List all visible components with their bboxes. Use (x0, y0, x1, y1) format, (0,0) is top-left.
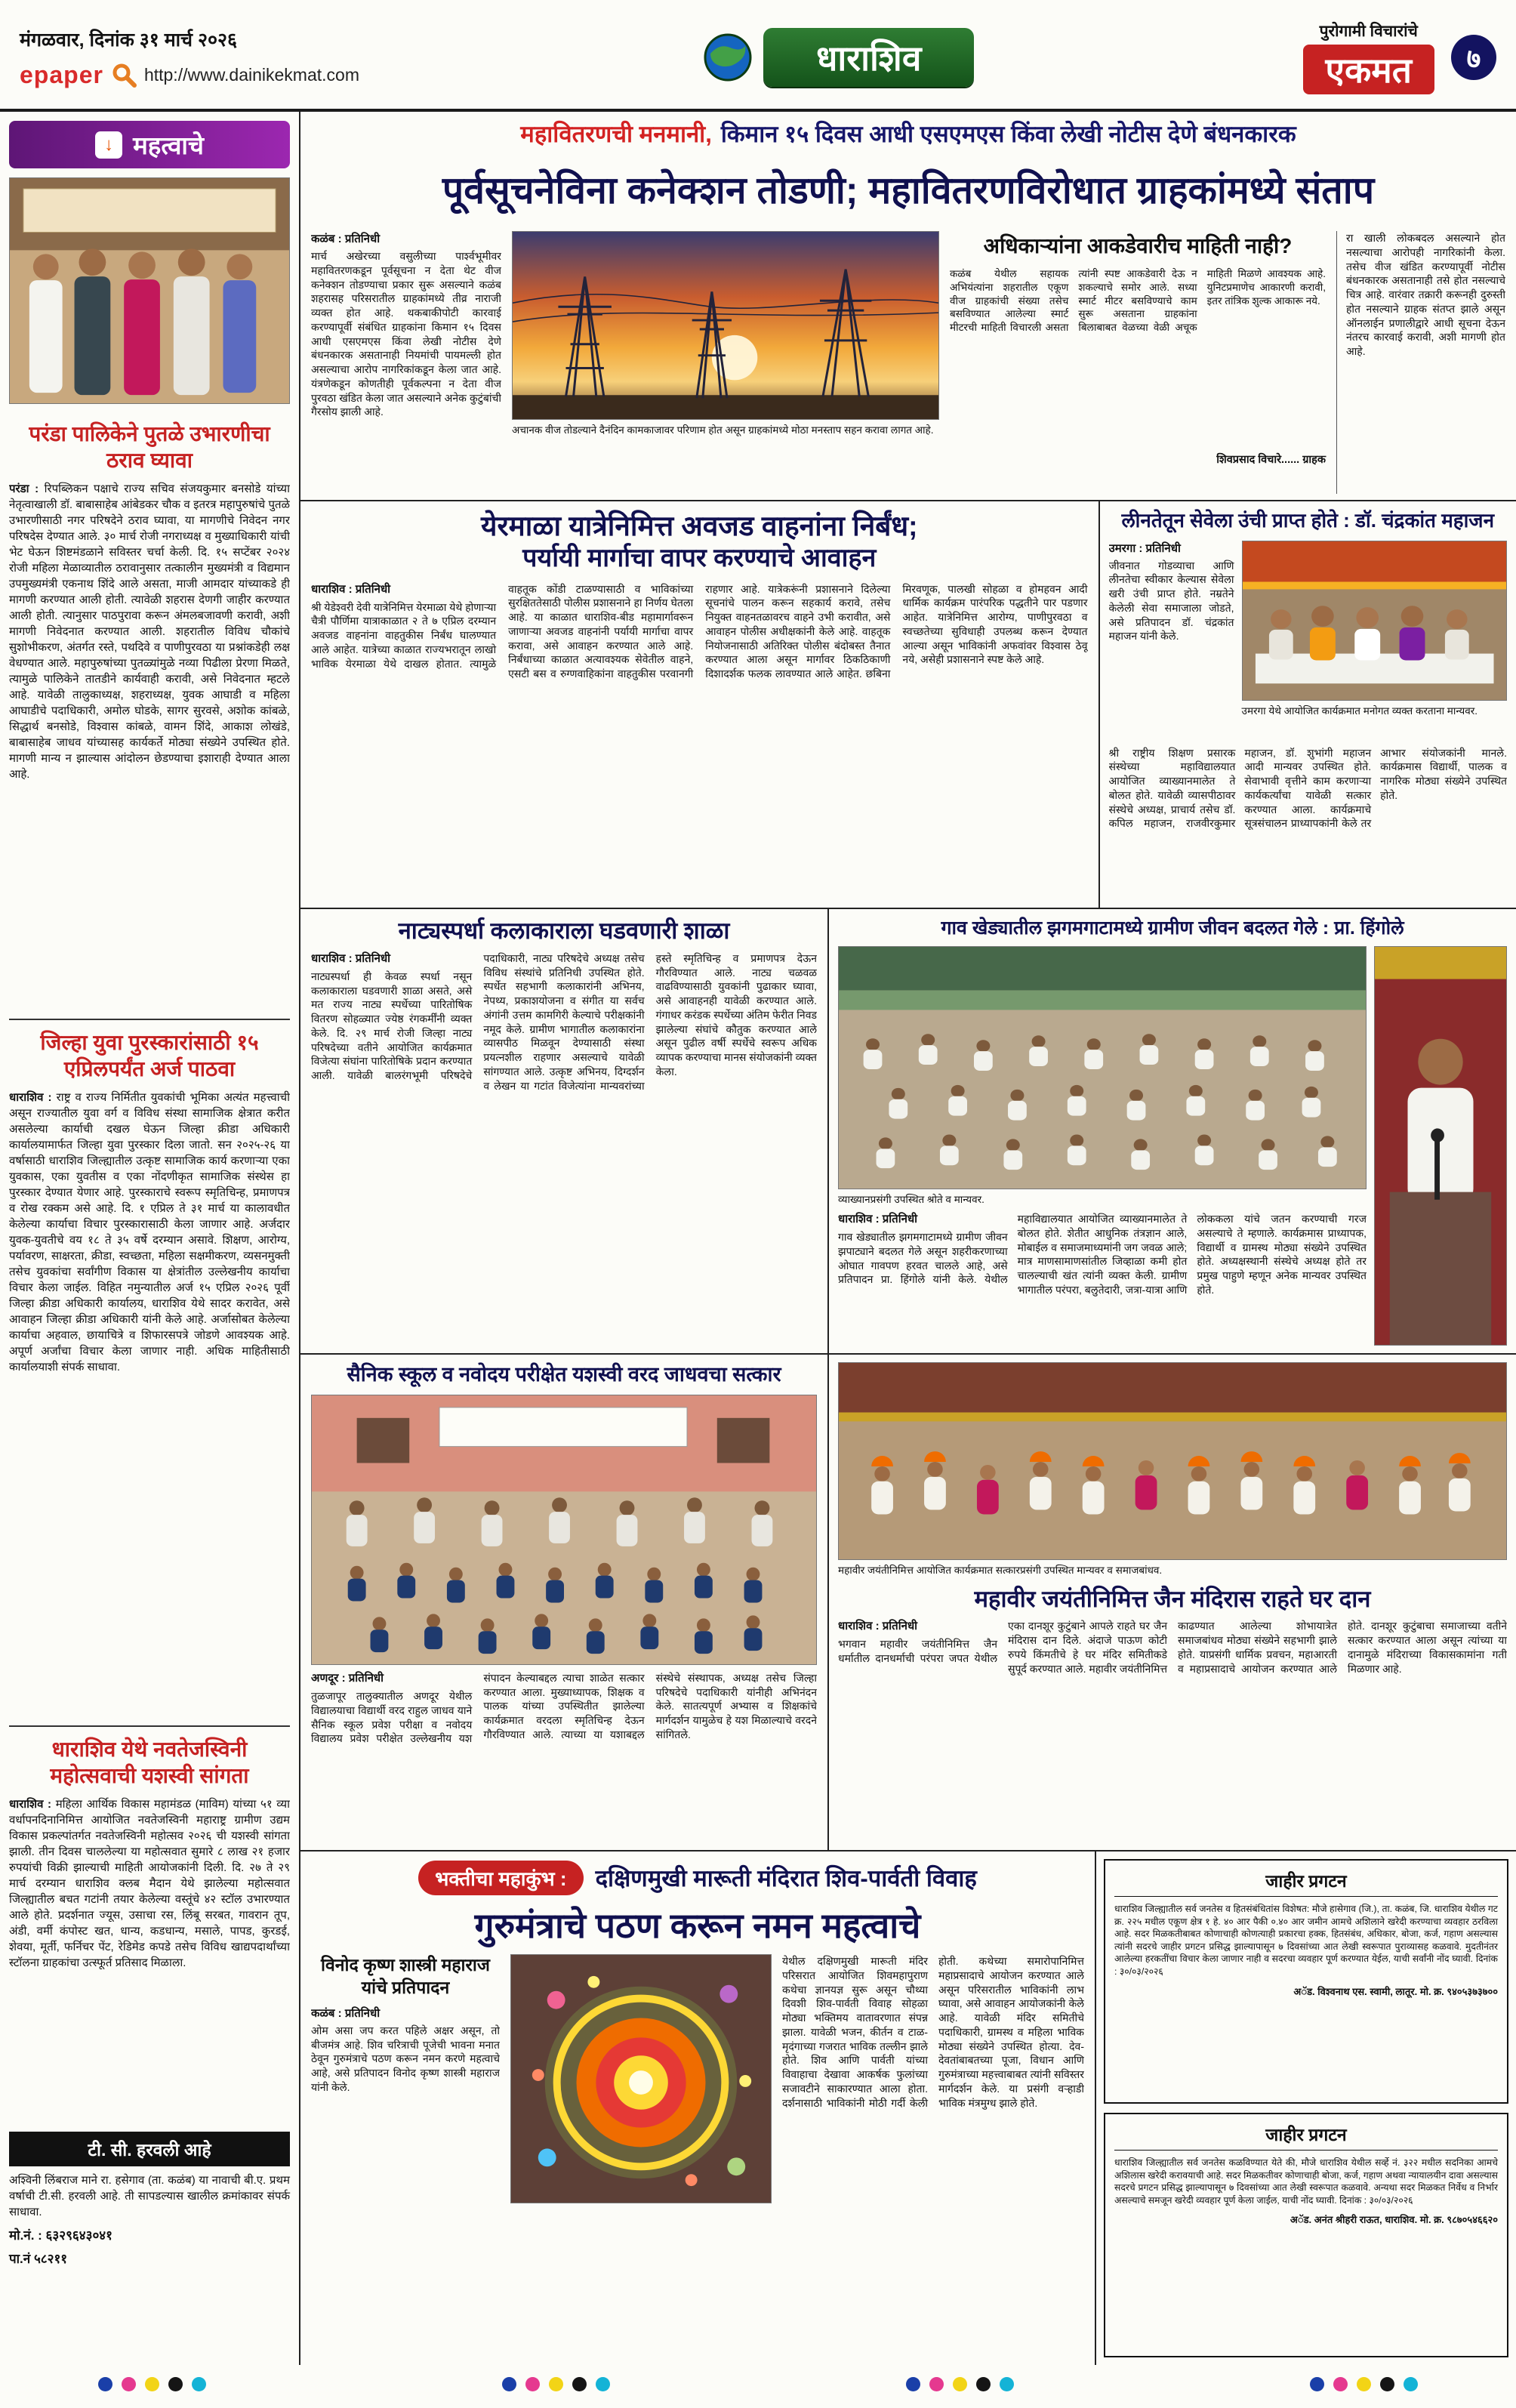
mahavir-article (829, 1355, 1516, 1850)
substory-headline[interactable]: अधिकाऱ्यांना आकडेवारीच माहिती नाही? (983, 234, 1293, 257)
natya-headline[interactable]: नाट्यस्पर्धा कलाकाराला घडवणारी शाळा (398, 917, 730, 944)
registration-mark-group (1310, 2377, 1418, 2391)
bhakti-body-column (782, 1954, 1084, 2315)
sidebar (0, 112, 300, 2365)
public-notice-signature: अॅड. अनंत श्रीहरी राऊत, धाराशिव. मो. क्र. ९८७०५४६६२० (1290, 2214, 1498, 2226)
sidebar-article (9, 412, 290, 1010)
mahavir-celebration-photo[interactable] (838, 1362, 1507, 1560)
lead-figure (512, 231, 939, 494)
lost-certificate-title: टी. सी. हरवली आहे (9, 2132, 290, 2166)
lead-kicker: महावितरणची मनमानी, किमान १५ दिवस आधी एसएमएस किंवा लेखी नोटीस देणे बंधनकारक (300, 112, 1516, 156)
sidebar-article (9, 1725, 290, 2121)
sidebar-delegation-photo[interactable] (9, 177, 290, 404)
bhakti-headline[interactable]: गुरुमंत्राचे पठण करून नमन महत्वाचे (474, 1906, 921, 1945)
kicker-highlight: महावितरणची मनमानी, (520, 121, 712, 147)
natya-body: धाराशिव : प्रतिनिधी नाट्यस्पर्धा ही केवळ स्पर्धा नसून कलाकाराला घडवणारी शाळा असते, असे मत राज्य नाट्य स्पर्धेच्या पारितोषिक वितरण सोहळ्यात ज्येष्ठ रंगकर्मींनी व्यक्त केले. दि. २९ मार्च रोजी जिल्हा नाट्य परिषदेच्या वतीने आयोजित कार्यक्रमात विजेत्या संघांना पारितोषिके प्रदान करण्यात आली. यावेळी बालरंगभूमी परिषदेचे पदाधिकारी, नाट्य परिषदेचे अध्यक्ष तसेच विविध संस्थांचे प्रतिनिधी उपस्थित होते. स्पर्धेत सहभागी कलाकारांनी अभिनय, नेपथ्य, प्रकाशयोजना व संगीत या सर्वच अंगांनी उत्तम कामगिरी केल्याचे परीक्षकांनी नमूद केले. ग्रामीण भागातील कलाकारांना व्यासपीठ मिळवून देण्यासाठी संस्था प्रयत्नशील राहणार असल्याचे यावेळी सांगण्यात आले. उत्कृष्ट अभिनय, दिग्दर्शन व लेखन या गटांत विजेत्यांना मान्यवरांच्या हस्ते स्मृतिचिन्ह व प्रमाणपत्र देऊन गौरविण्यात आले. नाट्य चळवळ वाढविण्यासाठी युवकांनी पुढाकार घ्यावा, असे आवाहनही यावेळी करण्यात आले. गंगाधर करंडक स्पर्धेच्या अंतिम फेरीत निवड झालेल्या संघांचे कौतुक करण्यात आले असून पुढील वर्षी स्पर्धेचे स्वरूप अधिक व्यापक करण्याचा मानस संयोजकांनी व्यक्त केला. (311, 951, 817, 1092)
bhakti-strap-text: दक्षिणमुखी मारूती मंदिरात शिव-पार्वती विवाह (595, 1865, 977, 1892)
sidebar-headline[interactable]: धाराशिव येथे नवतेजस्विनी महोत्सवाची यशस्वी सांगता (50, 1737, 249, 1787)
bhakti-figure (510, 1954, 772, 2315)
public-notices (1096, 1851, 1516, 2365)
edition-name: धाराशिव (763, 28, 974, 87)
mahavir-body: धाराशिव : प्रतिनिधी भगवान महावीर जयंतीनिमित्त जैन धर्मातील दानधर्माची परंपरा जपत येथील एका दानशूर कुटुंबाने आपले राहते घर जैन मंदिरास दान दिले. अंदाजे पाऊण कोटी रुपये किंमतीचे हे घर मंदिर समितीकडे सुपूर्द करण्यात आले. महावीर जयंतीनिमित्त काढण्यात आलेल्या शोभायात्रेत समाजबांधव मोठ्या संख्येने सहभागी झाले होते. याप्रसंगी धार्मिक प्रवचन, महाआरती व महाप्रसादाचे आयोजन करण्यात आले होते. दानशूर कुटुंबाचा समाजाच्या वतीने सत्कार करण्यात आला असून त्यांच्या या दानामुळे मंदिराच्या विकासकामांना गती मिळणार आहे. (838, 1620, 1507, 1675)
bhakti-body: येथील दक्षिणमुखी मारूती मंदिर परिसरात आयोजित शिवमहापुराण कथेचा ज्ञानयज्ञ सुरू असून चौथ्या दिवशी शिव-पार्वती विवाह सोहळा मोठ्या भक्तिमय वातावरणात संपन्न झाला. यावेळी भजन, कीर्तन व टाळ-मृदंगाच्या गजरात भाविक तल्लीन झाले होते. शिव आणि पार्वती यांच्या विवाहाचा देखावा आकर्षक फुलांच्या सजावटीने साकारण्यात आला होता. दर्शनासाठी भाविकांनी मोठी गर्दी केली होती. कथेच्या समारोपानिमित्त महाप्रसादाचे आयोजन करण्यात आले असून परिसरातील भाविकांनी लाभ घ्यावा, असे आवाहन आयोजकांनी केले आहे. यावेळी मंदिर समितीचे पदाधिकारी, ग्रामस्थ व महिला भाविक मोठ्या संख्येने उपस्थित होत्या. देव-देवतांबाबतच्या पूजा, विधान आणि गुरुमंत्राच्या महत्त्वाबाबत त्यांनी सविस्तर मार्गदर्शन केले. या प्रसंगी वर्‍हाडी भाविक मंत्रमुग्ध झाले होते. (782, 1955, 1084, 2109)
sainik-body: अणदूर : प्रतिनिधी तुळजापूर तालुक्यातील अणदूर येथील विद्यालयाचा विद्यार्थी वरद राहुल जाधव याने सैनिक स्कूल प्रवेश परीक्षा व नवोदय विद्यालय प्रवेश परीक्षेत उल्लेखनीय यश संपादन केल्याबद्दल त्याचा शाळेत सत्कार करण्यात आला. मुख्याध्यापक, शिक्षक व पालक यांच्या उपस्थितीत झालेल्या कार्यक्रमात वरदला स्मृतिचिन्ह देऊन गौरविण्यात आले. त्याच्या या यशाबद्दल संस्थेचे संस्थापक, अध्यक्ष तसेच जिल्हा परिषदेचे पदाधिकारी यांनीही अभिनंदन केले. सातत्यपूर्ण अभ्यास व शिक्षकांचे मार्गदर्शन यामुळेच हे यश मिळाल्याचे वरदने सांगितले. (311, 1671, 817, 1745)
puja-decoration-photo[interactable] (510, 1954, 772, 2203)
lead-story (300, 225, 1516, 501)
leenata-article (1100, 501, 1516, 908)
sidebar-article (9, 1019, 290, 1716)
public-notice-body: धाराशिव जिल्ह्यातील सर्व जनतेस व हितसंबंधितांस विशेषत: मौजे हासेगाव (जि.), ता. कळंब, जि. धाराशिव येथील गट क्र. २२५ मधील एकूण क्षेत्र १ हे. ४० आर पैकी ०.४० आर जमीन आमचे अशिलाने खरेदी करण्याचा व्यवहार ठरविला आहे. सदर मिळकतीबाबत कोणाचाही कोणत्याही प्रकारचा हक्क, हितसंबंध, अधिकार, बोजा, कर्ज, गहाण असल्यास त्यांनी सदरचे जाहीर प्रगटन प्रसिद्ध झाल्यापासून ७ दिवसांच्या आत लेखी स्वरूपात पुराव्यासह कळवावे. मुदतीनंतर आलेल्या हरकतींचा विचार केला जाणार नाही व सदरचा व्यवहार पूर्ण करण्यात येईल, याची सर्वांनी नोंद घ्यावी. दिनांक : ३०/०३/२०२६ (1114, 1904, 1498, 1977)
website-url[interactable]: http://www.dainikekmat.com (143, 64, 359, 85)
bhakti-subheadline: विनोद कृष्ण शास्त्री महाराज यांचे प्रतिपादन (321, 1955, 490, 1997)
lost-certificate-notice (9, 2132, 290, 2267)
public-notice (1104, 1859, 1508, 2104)
sidebar-section-header (9, 121, 290, 168)
leenata-headline[interactable]: लीनतेतून सेवेला उंची प्राप्त होते : डॉ. चंद्रकांत महाजन (1121, 509, 1495, 532)
paper-name: एकमत (1303, 45, 1435, 94)
school-group-photo[interactable] (311, 1395, 817, 1665)
bhakti-intro-column: विनोद कृष्ण शास्त्री महाराज यांचे प्रतिपादन कळंब : प्रतिनिधी ओम असा जप करत पहिले अक्षर असून, तो बीजमंत्र आहे. शिव चरित्राची पूजेची भावना मनात ठेवून गुरुमंत्राचे पठण करून नमन करणे महत्वाचे आहे, असे प्रतिपादन विनोद कृष्ण शास्त्री महाराज यांनी केले. (311, 1955, 500, 2093)
sidebar-headline[interactable]: जिल्हा युवा पुरस्कारांसाठी १५ एप्रिलपर्यंत अर्ज पाठवा (40, 1031, 259, 1081)
mahavir-photo-caption: महावीर जयंतीनिमित्त आयोजित कार्यक्रमात सत्कारप्रसंगी उपस्थित मान्यवर व समाजबांधव. (838, 1565, 1163, 1576)
main-content (300, 112, 1516, 2365)
contact-phone: मो.नं. : ६३२९६४३०४१ (9, 2228, 112, 2243)
yermala-article (300, 501, 1100, 908)
gaon-body: धाराशिव : प्रतिनिधी गाव खेड्यातील झगमगाटामध्ये ग्रामीण जीवन झपाट्याने बदलत गेले असून शहरीकरणाच्या ओघात गावपण हरवत चालले आहे, असे प्रतिपादन प्रा. हिंगोले यांनी केले. येथील महाविद्यालयात आयोजित व्याख्यानमालेत ते बोलत होते. शेतीत आधुनिक तंत्रज्ञान आले, मोबाईल व समाजमाध्यमांनी जग जवळ आले; मात्र माणसामाणसांतील जिव्हाळा कमी होत चालल्याची खंत त्यांनी व्यक्त केली. ग्रामीण भागातील परंपरा, बलुतेदारी, जत्रा-यात्रा आणि लोककला यांचे जतन करण्याची गरज असल्याचे ते म्हणाले. कार्यक्रमास प्राध्यापक, विद्यार्थी व ग्रामस्थ मोठ्या संख्येने उपस्थित होते. अध्यक्षस्थानी संस्थेचे अध्यक्ष होते तर प्रमुख पाहुणे म्हणून अनेक मान्यवर उपस्थित होते. (838, 1213, 1367, 1296)
lost-certificate-body: अश्विनी लिंबराज माने रा. हसेगाव (ता. कळंब) या नावाची बी.ए. प्रथम वर्षाची टी.सी. हरवली आहे. ती सापडल्यास खालील क्रमांकावर संपर्क साधावा. (9, 2174, 290, 2218)
sidebar-section-label: महत्वाचे (133, 131, 204, 159)
transmission-towers-photo[interactable] (512, 231, 939, 420)
yermala-body: धाराशिव : प्रतिनिधी श्री येडेश्वरी देवी यात्रेनिमित्त येरमाळा येथे होणाऱ्या चैत्री पौर्णिमा यात्राकाळात २ ते ७ एप्रिल दरम्यान अवजड वाहनांना वाहतुकीस निर्बंध घालण्यात आले आहेत. यात्रेच्या काळात राज्यभरातून लाखो भाविक येरमाळा येथे दाखल होतात. त्यामुळे वाहतूक कोंडी टाळण्यासाठी व भाविकांच्या सुरक्षिततेसाठी पोलीस प्रशासनाने हा निर्णय घेतला आहे. या काळात धाराशिव-बीड महामार्गावरून जाणाऱ्या अवजड वाहनांनी पर्यायी मार्गाचा वापर करावा, असे आवाहन करण्यात आले आहे. निर्बंधाच्या काळात अत्यावश्यक सेवेतील वाहने, एसटी बस व रुग्णवाहिकांना वाहतुकीस परवानगी राहणार आहे. यात्रेकरूंनी प्रशासनाने दिलेल्या सूचनांचे पालन करून सहकार्य करावे, तसेच नियुक्त वाहनतळावरच वाहने उभी करावीत, असे आवाहन पोलीस अधीक्षकांनी केले आहे. वाहतूक नियोजनासाठी अतिरिक्त पोलीस बंदोबस्त तैनात करण्यात आला असून मार्गावर ठिकठिकाणी दिशादर्शक फलक लावण्यात आले आहेत. छबिना मिरवणूक, पालखी सोहळा व होमहवन आदी धार्मिक कार्यक्रम पारंपरिक पद्धतीने पार पडणार आहेत. यात्रेनिमित्त आरोग्य, पाणीपुरवठा व स्वच्छतेच्या सुविधाही उपलब्ध करून देण्यात आल्या असून भाविकांनी अफवांवर विश्वास ठेवू नये, असेही प्रशासनाने स्पष्ट केले आहे. (311, 582, 1088, 680)
sainik-headline[interactable]: सैनिक स्कूल व नवोदय परीक्षेत यशस्वी वरद जाधवचा सत्कार (347, 1363, 781, 1386)
epaper-logo[interactable]: epaper (20, 60, 103, 88)
gaon-headline[interactable]: गाव खेड्यातील झगमगाटामध्ये ग्रामीण जीवन बदलत गेले : प्रा. हिंगोले (941, 917, 1404, 939)
page-number-badge: ७ (1451, 35, 1496, 80)
bhakti-strap-label: भक्तीचा महाकुंभ : (418, 1861, 583, 1895)
speaker-portrait-photo[interactable] (1374, 946, 1507, 1346)
registration-mark-group (906, 2377, 1014, 2391)
story-row-2 (300, 501, 1516, 909)
leenata-photo-caption: उमरगा येथे आयोजित कार्यक्रमात मनोगत व्यक्त करताना मान्यवर. (1241, 705, 1477, 717)
edition-masthead (703, 28, 974, 87)
header-left (20, 26, 374, 89)
public-notice-signature: अॅड. विश्वनाथ एस. स्वामी, लातूर. मो. क्र. ९४०५३७३७०० (1293, 1985, 1498, 1997)
public-notice-body: धाराशिव जिल्ह्यातील सर्व जनतेस कळविण्यात येते की, मौजे धाराशिव येथील सर्व्हे नं. ३२२ मधील सदनिका आमचे अशिलास खरेदी करावयाची आहे. सदर मिळकतीवर कोणाचाही बोजा, कर्ज, गहाण अथवा न्यायालयीन दावा असल्यास सदरचे प्रगटन प्रसिद्ध झाल्यापासून ७ दिवसांच्या आत लेखी स्वरूपात कळवावे. अन्यथा सदर मिळकत निर्वेध व निर्भार असल्याचे समजून खरेदी व्यवहार पूर्ण केला जाईल, याची नोंद घ्यावी. दिनांक : ३०/०३/२०२६ (1114, 2157, 1498, 2206)
leenata-body: श्री राष्ट्रीय शिक्षण प्रसारक संस्थेच्या महाविद्यालयात आयोजित व्याख्यानमालेत ते बोलत होते. यावेळी व्यासपीठावर संस्थेचे अध्यक्ष, प्राचार्य तसेच डॉ. कपिल महाजन, राजवीरकुमार महाजन, डॉ. शुभांगी महाजन आदी मान्यवर उपस्थित होते. सेवाभावी वृत्तीने काम करणाऱ्या कार्यकर्त्यांचा यावेळी सत्कार करण्यात आला. कार्यक्रमाचे सूत्रसंचालन प्राध्यापकांनी केले तर आभार संयोजकांनी मानले. कार्यक्रमास विद्यार्थी, पालक व नागरिक मोठ्या संख्येने उपस्थित होते. (1108, 746, 1507, 830)
gaon-photo-caption: व्याख्यानप्रसंगी उपस्थित श्रोते व मान्यवर. (838, 1193, 984, 1205)
sainik-article (300, 1355, 829, 1850)
lead-photo-caption: अचानक वीज तोडल्याने दैनंदिन कामकाजावर परिणाम होत असून ग्राहकांमध्ये मोठा मनस्ताप सहन करावा लागत आहे. (512, 424, 934, 436)
page-body (0, 112, 1516, 2365)
globe-icon (703, 32, 753, 82)
lead-dateline: कळंब : प्रतिनिधी (311, 233, 381, 245)
mahavir-headline[interactable]: महावीर जयंतीनिमित्त जैन मंदिरास राहते घर दान (974, 1585, 1371, 1612)
public-notice-title: जाहीर प्रगटन (1114, 2122, 1498, 2151)
felicitation-event-photo[interactable] (1242, 541, 1507, 701)
sidebar-body: परंडा : रिपब्लिकन पक्षाचे राज्य सचिव संजयकुमार बनसोडे यांच्या नेतृत्वाखाली डॉ. बाबासाहेब आंबेडकर चौक व इतरत्र महापुरुषांचे पुतळे उभारणीसाठी नगर परिषदेने ठराव घ्यावा, या मागणीचे निवेदन नगर परिषदेस देण्यात आले. ३० मार्च रोजी नगराध्यक्ष व मुख्याधिकारी यांची भेट घेऊन शिष्टमंडळाने सविस्तर चर्चा केली. दि. १५ सप्टेंबर २०२४ रोजी महिला मेळाव्यातील ठरावानुसार तत्कालीन मुख्यमंत्री व विद्यमान उपमुख्यमंत्री एकनाथ शिंदे आले असता, माजी आमदार यांच्याकडे ही मागणी करण्यात आली होती. त्यावेळी शहरास देणगी जाहीर करण्यात आली होती. त्यानुसार पाठपुरावा करून अंमलबजावणी करावी, अशी मागणी निवेदनात करण्यात आली. शहरातील विविध चौकांचे सुशोभीकरण, अंतर्गत रस्ते, पथदिवे व पाणीपुरवठा या प्रश्नांकडेही लक्ष वेधण्यात आले. महापुरुषांच्या पुतळ्यांमुळे नव्या पिढीला प्रेरणा मिळते, त्यामुळे पालिकेने तातडीने कार्यवाही करावी, असे निवेदनात म्हटले आहे. यावेळी तालुकाध्यक्ष, शहराध्यक्ष, युवक आघाडी व महिला आघाडीचे पदाधिकारी, अमोल घोडके, सागर सुरवसे, अशोक कांबळे, सिद्धार्थ बनसोडे, विश्वास कांबळे, वामन शिंदे, आकाश लोखंडे, बाबासाहेब जाधव यांच्यासह कार्यकर्ते मोठ्या संख्येने उपस्थित होते. मागणी मान्य न झाल्यास आंदोलन छेडण्याचा इशाराही देण्यात आला आहे. (9, 483, 290, 781)
lead-substory (950, 231, 1326, 494)
sidebar-body: धाराशिव : राष्ट्र व राज्य निर्मितीत युवकांची भूमिका अत्यंत महत्त्वाची असून राज्यातील युवा वर्ग व विविध संस्था सामाजिक क्षेत्रात करीत असलेल्या कार्याची दखल घेऊन जिल्हा क्रीडा अधिकारी कार्यालयामार्फत जिल्हा युवा पुरस्कार दिला जातो. सन २०२५-२६ या वर्षासाठी धाराशिव जिल्ह्यातील उत्कृष्ट सामाजिक कार्य करणाऱ्या एका युवकास, एका युवतीस व एका नोंदणीकृत सामाजिक संस्थेस हा पुरस्कार देण्यात येणार आहे. पुरस्काराचे स्वरूप स्मृतिचिन्ह, प्रमाणपत्र व रोख रक्कम असे आहे. दि. १ एप्रिल ते ३१ मार्च या कालावधीत केलेल्या कार्याचा विचार पुरस्कारासाठी केला जाणार आहे. अर्जदार युवक-युवतीचे वय १८ ते ३५ वर्षे दरम्यान असावे. शिक्षण, आरोग्य, पर्यावरण, साक्षरता, क्रीडा, स्वच्छता, महिला सक्षमीकरण, व्यसनमुक्ती तसेच युवकांचा सर्वांगीण विकास या क्षेत्रांतील उल्लेखनीय कार्याचा विचार केला जाईल. विहित नमुन्यातील अर्ज १५ एप्रिल २०२६ पूर्वी जिल्हा क्रीडा अधिकारी कार्यालय, धाराशिव येथे सादर करावेत, असे आवाहन जिल्हा क्रीडा अधिकारी यांनी केले आहे. अर्जासोबत केलेल्या कार्याचा अहवाल, छायाचित्रे व शिफारसपत्रे जोडणे आवश्यक आहे. अपूर्ण अर्जांचा विचार केला जाणार नाही. अधिक माहितीसाठी कार्यालयाशी संपर्क साधावा. (9, 1091, 290, 1374)
lead-column-1: कळंब : प्रतिनिधी मार्च अखेरच्या वसुलीच्या पार्श्वभूमीवर महावितरणकडून पूर्वसूचना न देता थेट वीज कनेक्शन तोडण्याचा प्रकार सुरू असल्याने कळंब शहरासह परिसरातील ग्राहकांमध्ये तीव्र नाराजी व्यक्त होत आहे. थकबाकीपोटी कारवाई करण्यापूर्वी संबंधित ग्राहकांना किमान १५ दिवस आधी एसएमएस किंवा लेखी नोटीस देणे बंधनकारक असतानाही नियमांची पायमल्ली होत असल्याचा आरोप नागरिकांकडून केला जात आहे. यंत्रणेकडून कोणतीही पूर्वकल्पना न देता वीज पुरवठा खंडित केला जात असल्याने अनेक कुटुंबांची गैरसोय झाली आहे. (311, 233, 501, 418)
masthead-tagline: पुरोगामी विचारांचे (1319, 23, 1418, 40)
substory-body: कळंब येथील सहायक अभियंत्यांना शहरातील एकूण वीज ग्राहकांची संख्या तसेच बसविण्यात आलेल्या स्मार्ट मीटरची माहिती विचारली असता त्यांनी स्पष्ट आकडेवारी देऊ न शकल्याचे समोर आले. सध्या स्मार्ट मीटर बसविण्याचे काम सुरू असताना ग्राहकांना बिलाबाबत वेळच्या वेळी अचूक माहिती मिळणे आवश्यक आहे. युनिटप्रमाणेच आकारणी करावी, इतर तांत्रिक शुल्क आकारू नये. (950, 268, 1326, 334)
gaon-article (829, 909, 1516, 1353)
bhakti-article (300, 1851, 1096, 2365)
public-notice-title: जाहीर प्रगटन (1114, 1868, 1498, 1897)
important-arrow-icon: ↓ (95, 131, 122, 159)
public-notice (1104, 2113, 1508, 2357)
yermala-headline-line2[interactable]: पर्यायी मार्गाचा वापर करण्याचे आवाहन (522, 544, 877, 573)
lead-headline[interactable]: पूर्वसूचनेविना कनेक्शन तोडणी; महावितरणविरोधात ग्राहकांमध्ये संताप (442, 168, 1375, 211)
yermala-headline-line1[interactable]: येरमाळा यात्रेनिमित्त अवजड वाहनांना निर्बंध; (481, 510, 918, 541)
page-header (0, 0, 1516, 112)
story-row-4 (300, 1355, 1516, 1851)
village-gathering-photo[interactable] (838, 946, 1367, 1189)
registration-mark-group (98, 2377, 206, 2391)
natya-article (300, 909, 829, 1353)
story-row-5 (300, 1851, 1516, 2365)
sidebar-headline[interactable]: परंडा पालिकेने पुतळे उभारणीचा ठराव घ्यावा (29, 422, 270, 472)
registration-mark-group (502, 2377, 610, 2391)
registration-marks (0, 2365, 1516, 2403)
header-right (1303, 20, 1497, 94)
search-icon (111, 62, 137, 88)
story-row-3 (300, 909, 1516, 1355)
reference-number: पा.नं ५८२११ (9, 2252, 68, 2266)
bhakti-strap (311, 1861, 1084, 1895)
lead-column-2: रा खाली लोकबदल असल्याने होत नसल्याचा आरोपही नागरिकांनी केला. तसेच वीज खंडित करण्यापूर्वी नोटीस बंधनकारक असतानाही तसे होत नसल्याचे चित्र आहे. वारंवार तक्रारी करूनही दुरुस्ती होत नसल्याने ग्राहक संतप्त झाले असून ऑनलाईन प्रणालीद्वारे आधी सूचना देऊन नंतरच कारवाई करावी, अशी मागणी होत आहे. (1336, 231, 1505, 494)
sidebar-body: धाराशिव : महिला आर्थिक विकास महामंडळ (माविम) यांच्या ५१ व्या वर्धापनदिनानिमित्त आयोजित नवतेजस्विनी महाराष्ट्र ग्रामीण उद्यम विकास प्रकल्पांतर्गत नवतेजस्विनी महोत्सव २०२६ ची यशस्वी सांगता झाली. तीन दिवस चाललेल्या या महोत्सवात सुमारे ८ लाख २१ हजार रुपयांची विक्री झाल्याची माहिती आयोजकांनी दिली. दि. २७ ते २९ मार्च दरम्यान धाराशिव क्लब मैदान येथे झालेल्या महोत्सवात जिल्ह्यातील बचत गटांनी तयार केलेल्या वस्तूंचे ४२ स्टॉल उभारण्यात आले होते. प्रदर्शनात ज्यूस, उसाचा रस, लिंबू सरबत, गावरान तूप, अंडी, वर्मी कंपोस्ट खत, धान्य, कडधान्य, मसाले, पापड, कुरडई, शेवया, मूर्ती, फर्निचर पेंट, रेडिमेड कपडे तसेच विविध खाद्यपदार्थांच्या स्टॉलना ग्राहकांचा उत्स्फूर्त प्रतिसाद मिळाला. (9, 1798, 290, 1969)
leenata-intro-column: उमरगा : प्रतिनिधी जीवनात गोडव्याचा आणि लीनतेचा स्वीकार केल्यास सेवेला खरी उंची प्राप्त होते. नम्रतेने केलेली सेवा समाजाला जोडते, असे प्रतिपादन डॉ. चंद्रकांत महाजन यांनी केले. (1108, 541, 1234, 643)
substory-attribution: शिवप्रसाद विचारे...... ग्राहक (1216, 454, 1326, 466)
leenata-figure (1242, 541, 1507, 738)
date-line: मंगळवार, दिनांक ३१ मार्च २०२६ (20, 29, 237, 51)
